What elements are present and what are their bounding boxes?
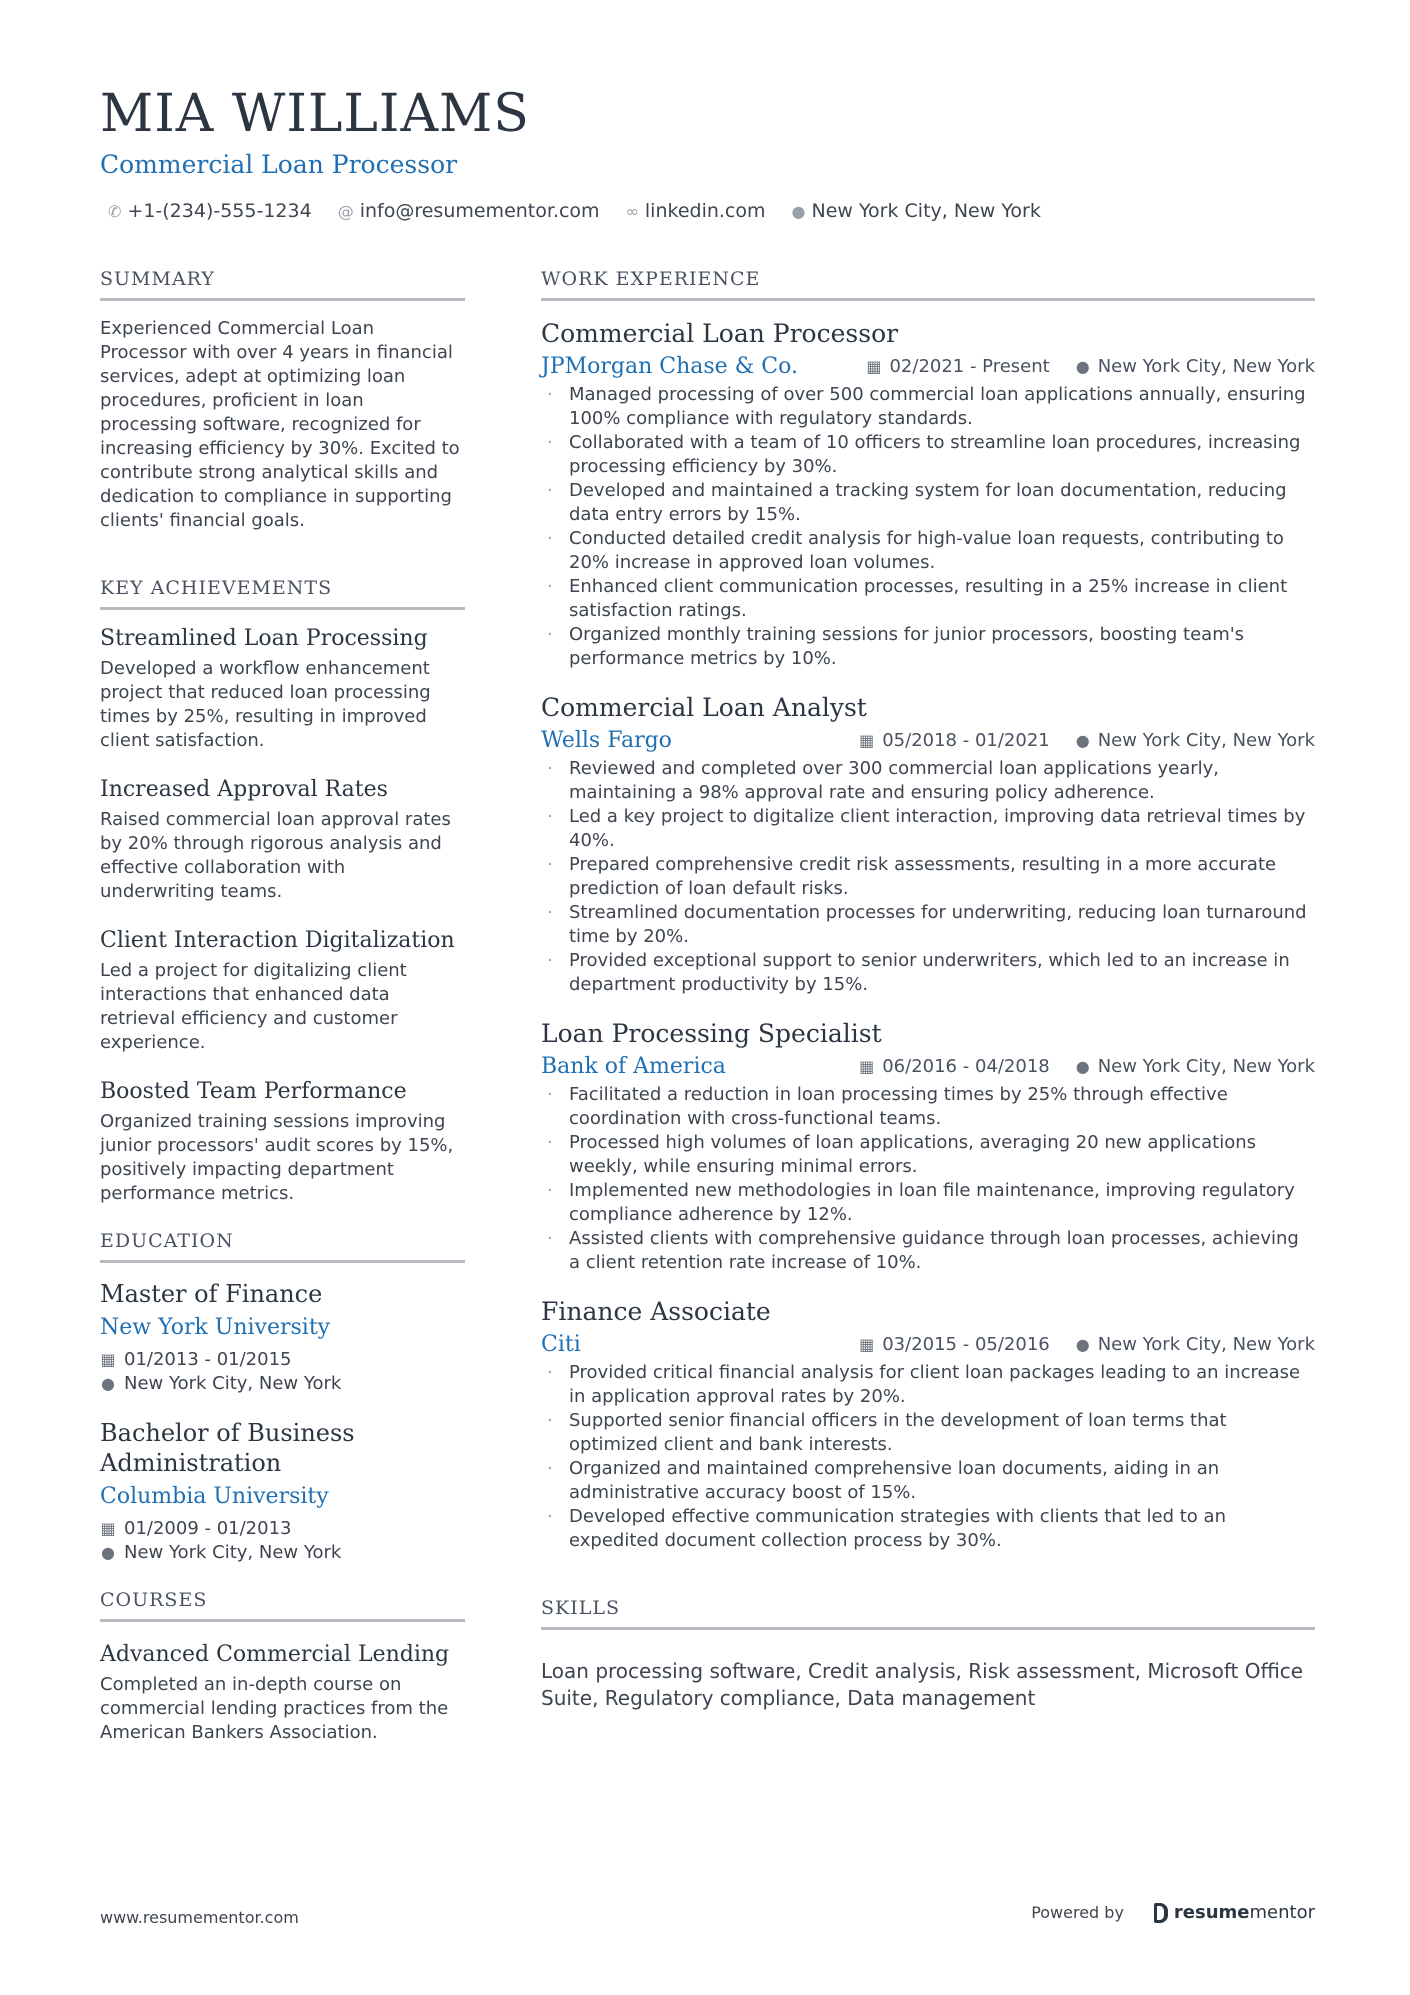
job-bullet: · Streamlined documentation processes for underwriting, reducing loan turnaround time by 20%. xyxy=(547,902,1307,947)
achievements-heading: KEY ACHIEVEMENTS xyxy=(100,577,465,610)
job-dates: 06/2016 - 04/2018 xyxy=(882,1056,1050,1077)
skills-heading: SKILLS xyxy=(541,1597,1315,1630)
job-title: Finance Associate xyxy=(541,1297,771,1326)
education-degree: Master of Finance xyxy=(100,1280,323,1308)
job-title: Commercial Loan Analyst xyxy=(541,693,867,722)
summary-text: Experienced Commercial Loan Processor with over 4 years in financial services, adept at optimizing loan procedures, proficient in loan processing software, recognized for increasing efficiency by 30%. Excited to contribute strong analytical skills and dedication to compliance in supporting clients' financial goals. xyxy=(100,318,460,531)
job-company: Bank of America xyxy=(541,1054,726,1079)
calendar-icon: ▦ xyxy=(100,1350,116,1369)
location-pin-icon: ● xyxy=(1075,357,1090,376)
job-bullet: · Managed processing of over 500 commercial loan applications annually, ensuring 100% compliance with regulatory standards. xyxy=(547,384,1306,429)
contact-location xyxy=(792,200,1041,222)
course-title: Advanced Commercial Lending xyxy=(100,1642,450,1667)
job-info xyxy=(541,354,1315,379)
location-pin-icon: ● xyxy=(101,1374,115,1393)
job-location: New York City, New York xyxy=(1097,730,1315,751)
achievements-section xyxy=(100,577,465,1206)
education-item xyxy=(100,1418,465,1565)
skills-section xyxy=(541,1597,1315,1712)
education-location-text: New York City, New York xyxy=(124,1373,342,1394)
achievement-item xyxy=(100,777,465,904)
education-section xyxy=(100,1230,465,1565)
job-item xyxy=(541,693,1315,997)
job-bullet: · Collaborated with a team of 10 officers to streamline loan procedures, increasing processing efficiency by 30%. xyxy=(547,432,1301,477)
job-bullet: · Organized monthly training sessions for junior processors, boosting team's performance metrics by 10%. xyxy=(547,624,1245,669)
powered-by-text: Powered by xyxy=(1031,1903,1124,1922)
job-bullets xyxy=(541,383,1315,671)
job-item xyxy=(541,319,1315,671)
location-text: New York City, New York xyxy=(811,200,1041,222)
contact-linkedin[interactable] xyxy=(626,200,766,222)
job-bullet: · Led a key project to digitalize client interaction, improving data retrieval times by 40%. xyxy=(547,806,1306,851)
education-dates-text: 01/2009 - 01/2013 xyxy=(124,1518,292,1539)
education-dates xyxy=(100,1517,465,1541)
education-school: New York University xyxy=(100,1315,331,1340)
link-icon: ∞ xyxy=(625,201,639,221)
achievement-title: Streamlined Loan Processing xyxy=(100,626,428,651)
left-column xyxy=(100,268,465,1745)
courses-section xyxy=(100,1589,465,1745)
calendar-icon: ▦ xyxy=(859,1057,875,1076)
achievement-text: Developed a workflow enhancement project that reduced loan processing times by 25%, resulting in improved client satisfaction. xyxy=(100,658,431,751)
education-heading: EDUCATION xyxy=(100,1230,465,1263)
job-bullet: · Organized and maintained comprehensive loan documents, aiding in an administrative accuracy boost of 15%. xyxy=(547,1458,1220,1503)
calendar-icon: ▦ xyxy=(100,1519,116,1538)
footer-website[interactable]: www.resumementor.com xyxy=(100,1908,299,1927)
brand-rest: mentor xyxy=(1249,1902,1315,1923)
course-text: Completed an in-depth course on commercial lending practices from the American Bankers Association. xyxy=(100,1674,449,1743)
achievement-text: Led a project for digitalizing client interactions that enhanced data retrieval efficiency and customer experience. xyxy=(100,960,407,1053)
achievement-title: Client Interaction Digitalization xyxy=(100,928,455,953)
candidate-role: Commercial Loan Processor xyxy=(100,150,458,179)
calendar-icon: ▦ xyxy=(859,731,875,750)
job-item xyxy=(541,1019,1315,1275)
job-bullet: · Developed effective communication strategies with clients that led to an expedited document collection process by 30%. xyxy=(547,1506,1226,1551)
education-dates-text: 01/2013 - 01/2015 xyxy=(124,1349,292,1370)
job-bullets xyxy=(541,1083,1315,1275)
email-text: info@resumementor.com xyxy=(359,200,600,222)
job-bullet: · Processed high volumes of loan applications, averaging 20 new applications weekly, while ensuring minimal errors. xyxy=(547,1132,1256,1177)
achievement-title: Boosted Team Performance xyxy=(100,1079,407,1104)
location-pin-icon: ● xyxy=(1075,731,1090,750)
achievement-item xyxy=(100,1079,465,1206)
job-dates: 03/2015 - 05/2016 xyxy=(882,1334,1050,1355)
job-info xyxy=(541,728,1315,753)
contact-phone[interactable] xyxy=(108,200,312,222)
job-bullets xyxy=(541,757,1315,997)
job-meta xyxy=(859,1334,1315,1355)
job-title: Loan Processing Specialist xyxy=(541,1019,882,1048)
achievement-title: Increased Approval Rates xyxy=(100,777,388,802)
job-location: New York City, New York xyxy=(1097,1056,1315,1077)
job-bullet: · Prepared comprehensive credit risk assessments, resulting in a more accurate prediction of loan default risks. xyxy=(547,854,1277,899)
education-location xyxy=(100,1541,465,1565)
resumementor-logo-icon xyxy=(1154,1903,1168,1923)
candidate-name: MIA WILLIAMS xyxy=(100,84,530,144)
job-bullet: · Conducted detailed credit analysis for high-value loan requests, contributing to 20% increase in approved loan volumes. xyxy=(547,528,1284,573)
job-bullet: · Provided critical financial analysis for client loan packages leading to an increase in application approval rates by 20%. xyxy=(547,1362,1301,1407)
location-pin-icon: ● xyxy=(1075,1057,1090,1076)
education-dates xyxy=(100,1348,465,1372)
job-location: New York City, New York xyxy=(1097,1334,1315,1355)
education-location-text: New York City, New York xyxy=(124,1542,342,1563)
job-dates: 02/2021 - Present xyxy=(889,356,1050,377)
phone-icon: ✆ xyxy=(108,201,122,221)
job-title: Commercial Loan Processor xyxy=(541,319,899,348)
courses-heading: COURSES xyxy=(100,1589,465,1622)
job-bullet: · Enhanced client communication processes, resulting in a 25% increase in client satisfaction ratings. xyxy=(547,576,1288,621)
job-info xyxy=(541,1054,1315,1079)
at-icon: @ xyxy=(337,201,354,221)
job-bullet: · Provided exceptional support to senior underwriters, which led to an increase in department productivity by 15%. xyxy=(547,950,1290,995)
location-pin-icon: ● xyxy=(1075,1335,1090,1354)
calendar-icon: ▦ xyxy=(866,357,882,376)
job-company: Citi xyxy=(541,1332,581,1357)
job-meta xyxy=(859,730,1315,751)
achievement-item xyxy=(100,626,465,753)
job-item xyxy=(541,1297,1315,1553)
achievement-text: Organized training sessions improving junior processors' audit scores by 15%, positively impacting department performance metrics. xyxy=(100,1111,454,1204)
education-item xyxy=(100,1279,465,1396)
right-column xyxy=(541,268,1315,1712)
job-bullet: · Developed and maintained a tracking system for loan documentation, reducing data entry errors by 15%. xyxy=(547,480,1287,525)
job-company: Wells Fargo xyxy=(541,728,672,753)
achievement-item xyxy=(100,928,465,1055)
location-pin-icon: ● xyxy=(791,201,806,221)
location-pin-icon: ● xyxy=(101,1543,115,1562)
education-location xyxy=(100,1372,465,1396)
job-dates: 05/2018 - 01/2021 xyxy=(882,730,1050,751)
job-meta xyxy=(866,356,1315,377)
brand-bold: resume xyxy=(1173,1902,1250,1923)
job-meta xyxy=(859,1056,1315,1077)
footer-brand xyxy=(1031,1902,1315,1923)
job-bullet: · Supported senior financial officers in the development of loan terms that optimized client and bank interests. xyxy=(547,1410,1227,1455)
phone-text: +1-(234)-555-1234 xyxy=(127,200,312,222)
education-school: Columbia University xyxy=(100,1484,329,1509)
summary-section xyxy=(100,268,465,533)
job-bullet: · Facilitated a reduction in loan processing times by 25% through effective coordination with cross-functional teams. xyxy=(547,1084,1228,1129)
job-bullets xyxy=(541,1361,1315,1553)
education-degree: Bachelor of Business Administration xyxy=(100,1419,355,1477)
contact-bar xyxy=(108,200,1041,222)
job-location: New York City, New York xyxy=(1097,356,1315,377)
achievement-text: Raised commercial loan approval rates by 20% through rigorous analysis and effective collaboration with underwriting teams. xyxy=(100,809,451,902)
calendar-icon: ▦ xyxy=(859,1335,875,1354)
linkedin-text: linkedin.com xyxy=(644,200,766,222)
experience-heading: WORK EXPERIENCE xyxy=(541,268,1315,301)
job-bullet: · Implemented new methodologies in loan file maintenance, improving regulatory compliance adherence by 12%. xyxy=(547,1180,1295,1225)
brand-logo[interactable] xyxy=(1154,1902,1315,1923)
job-bullet: · Assisted clients with comprehensive guidance through loan processes, achieving a client retention rate increase of 10%. xyxy=(547,1228,1299,1273)
job-bullet: · Reviewed and completed over 300 commercial loan applications yearly, maintaining a 98% approval rate and ensuring policy adherence. xyxy=(547,758,1219,803)
contact-email[interactable] xyxy=(338,200,600,222)
job-info xyxy=(541,1332,1315,1357)
summary-heading: SUMMARY xyxy=(100,268,465,301)
skills-text: Loan processing software, Credit analysis, Risk assessment, Microsoft Office Suite, Regulatory compliance, Data management xyxy=(541,1659,1304,1710)
job-company: JPMorgan Chase & Co. xyxy=(541,354,798,379)
